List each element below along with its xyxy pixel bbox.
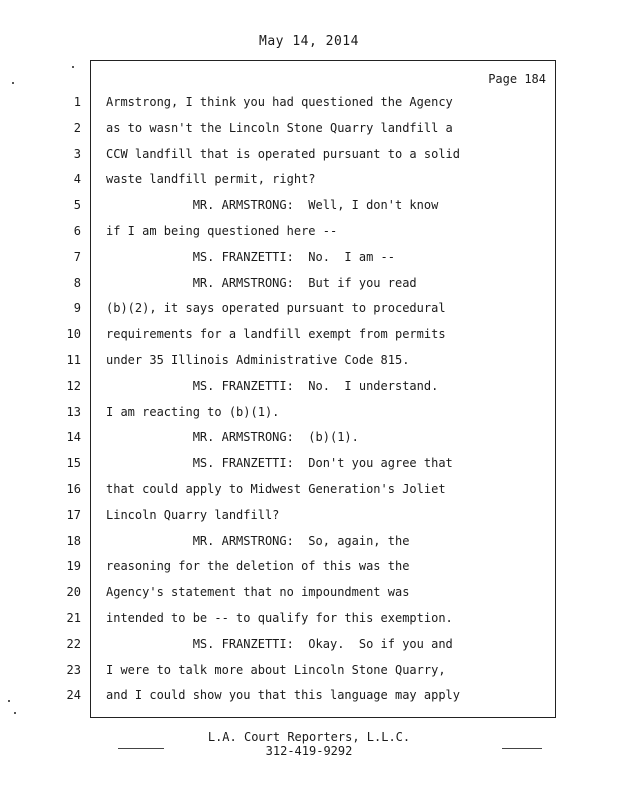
transcript-line	[0, 530, 618, 556]
line-text: Armstrong, I think you had questioned the Agency	[106, 95, 453, 109]
line-number: 20	[66, 585, 81, 600]
line-number: 8	[73, 275, 81, 290]
line-number: 21	[66, 610, 81, 625]
transcript-line	[0, 323, 618, 349]
scan-speck	[8, 700, 10, 702]
line-number: 13	[66, 404, 81, 419]
line-number: 1	[73, 95, 81, 109]
transcript-line	[0, 117, 618, 143]
line-text: MS. FRANZETTI: Okay. So if you and	[106, 636, 453, 651]
transcript-line	[0, 478, 618, 504]
transcript-line	[0, 168, 618, 194]
transcript-line	[0, 659, 618, 685]
line-number: 4	[73, 172, 81, 187]
transcript-line	[0, 401, 618, 427]
line-text: I were to talk more about Lincoln Stone Quarry,	[106, 662, 446, 677]
header-date: May 14, 2014	[259, 34, 359, 49]
transcript-line	[0, 375, 618, 401]
transcript-line	[0, 581, 618, 607]
line-text: CCW landfill that is operated pursuant to a solid	[106, 146, 461, 161]
scan-speck	[72, 66, 74, 68]
line-text: MS. FRANZETTI: Don't you agree that	[106, 456, 453, 471]
line-number: 5	[73, 198, 81, 213]
footer-company: L.A. Court Reporters, L.L.C.	[207, 730, 411, 744]
line-number: 17	[66, 507, 81, 522]
transcript-line	[0, 349, 618, 375]
transcript-line	[0, 633, 618, 659]
transcript-line	[0, 91, 618, 117]
line-text: that could apply to Midwest Generation's Joliet	[106, 481, 446, 496]
line-number: 15	[66, 456, 81, 471]
transcript-line	[0, 555, 618, 581]
line-text: I am reacting to (b)(1).	[106, 404, 280, 419]
transcript-line	[0, 194, 618, 220]
line-text: MS. FRANZETTI: No. I am --	[106, 249, 395, 264]
transcript-line	[0, 504, 618, 530]
transcript-line	[0, 607, 618, 633]
line-number: 24	[66, 688, 81, 703]
line-text: under 35 Illinois Administrative Code 815.	[106, 352, 410, 367]
scan-speck	[12, 82, 14, 84]
line-text: MS. FRANZETTI: No. I understand.	[106, 378, 439, 393]
line-text: (b)(2), it says operated pursuant to procedural	[106, 301, 446, 316]
line-text: and I could show you that this language may apply	[106, 688, 461, 703]
line-text: MR. ARMSTRONG: But if you read	[106, 275, 417, 290]
line-text: reasoning for the deletion of this was the	[106, 559, 410, 574]
line-text: Agency's statement that no impoundment was	[106, 585, 410, 600]
line-text: waste landfill permit, right?	[106, 172, 316, 187]
line-number: 11	[66, 352, 81, 367]
transcript-line	[0, 220, 618, 246]
line-number: 18	[66, 533, 81, 548]
line-number: 6	[73, 223, 81, 238]
scan-speck	[14, 712, 16, 714]
page-number: Page 184	[488, 72, 546, 86]
transcript-line	[0, 426, 618, 452]
footer-rule-left	[118, 748, 164, 749]
line-text: MR. ARMSTRONG: Well, I don't know	[106, 198, 439, 213]
line-text: intended to be -- to qualify for this exemption.	[106, 610, 453, 625]
line-text: if I am being questioned here --	[106, 223, 338, 238]
transcript-line	[0, 452, 618, 478]
line-text: requirements for a landfill exempt from permits	[106, 327, 446, 342]
line-number: 2	[73, 120, 81, 135]
line-text: MR. ARMSTRONG: So, again, the	[106, 533, 410, 548]
line-number: 22	[66, 636, 81, 651]
line-number: 16	[66, 481, 81, 496]
transcript-line	[0, 297, 618, 323]
transcript-line	[0, 246, 618, 272]
line-number: 14	[66, 430, 81, 445]
line-number: 9	[73, 301, 81, 316]
line-number: 10	[66, 327, 81, 342]
line-number: 7	[73, 249, 81, 264]
line-text: as to wasn't the Lincoln Stone Quarry landfill a	[106, 120, 453, 135]
line-number: 23	[66, 662, 81, 677]
line-text: Lincoln Quarry landfill?	[106, 507, 280, 522]
transcript-line	[0, 684, 618, 710]
transcript-lines	[0, 91, 618, 710]
transcript-line	[0, 143, 618, 169]
line-text: MR. ARMSTRONG: (b)(1).	[106, 430, 359, 445]
transcript-line	[0, 272, 618, 298]
line-number: 19	[66, 559, 81, 574]
footer-phone: 312-419-9292	[265, 744, 353, 758]
line-number: 12	[66, 378, 81, 393]
line-number: 3	[73, 146, 81, 161]
footer-rule-right	[502, 748, 542, 749]
